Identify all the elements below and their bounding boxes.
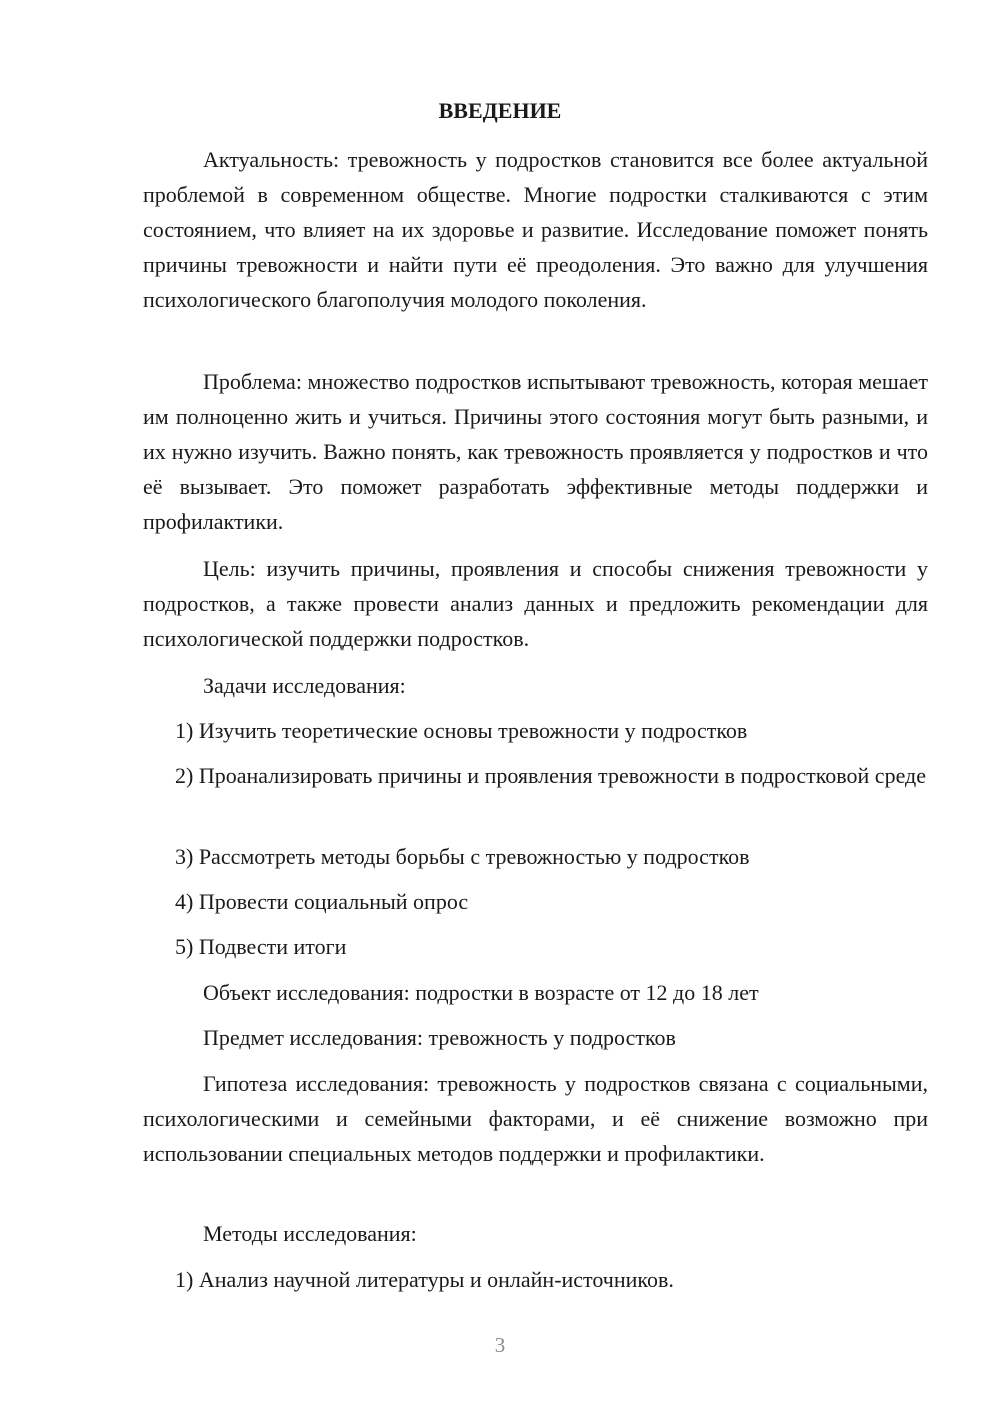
- problem-paragraph: Проблема: множество подростков испытывают тревожность, которая мешает им полноценно жить и учиться. Причины этого состояния могут быть разными, и их нужно изучить. Важно понять, как тревожность проявляется у подростков и что её вызывает. Это поможет разработать эффективные методы поддержки и профилактики.: [143, 369, 928, 534]
- research-subject: Предмет исследования: тревожность у подростков: [203, 1025, 676, 1050]
- page-number: 3: [494, 1333, 506, 1357]
- task-item-1: 1) Изучить теоретические основы тревожности у подростков: [175, 718, 748, 743]
- task-item-2: 2) Проанализировать причины и проявления тревожности в подростковой среде: [175, 763, 926, 788]
- task-item-3: 3) Рассмотреть методы борьбы с тревожностью у подростков: [175, 844, 750, 869]
- method-item-1: 1) Анализ научной литературы и онлайн-источников.: [175, 1267, 674, 1292]
- task-item-4: 4) Провести социальный опрос: [175, 889, 469, 914]
- tasks-title: Задачи исследования:: [203, 673, 406, 698]
- relevance-paragraph: Актуальность: тревожность у подростков становится все более актуальной проблемой в современном обществе. Многие подростки сталкиваются с этим состоянием, что влияет на их здоровье и развитие. Исследование поможет понять причины тревожности и найти пути её преодоления. Это важно для улучшения психологического благополучия молодого поколения.: [143, 147, 928, 312]
- page-heading: ВВЕДЕНИЕ: [438, 98, 562, 123]
- task-item-5: 5) Подвести итоги: [175, 934, 347, 959]
- research-object: Объект исследования: подростки в возрасте от 12 до 18 лет: [203, 980, 759, 1005]
- goal-paragraph: Цель: изучить причины, проявления и способы снижения тревожности у подростков, а также провести анализ данных и предложить рекомендации для психологической поддержки подростков.: [143, 556, 928, 651]
- hypothesis-paragraph: Гипотеза исследования: тревожность у подростков связана с социальными, психологическими и семейными факторами, и её снижение возможно при использовании специальных методов поддержки и профилактики.: [143, 1071, 928, 1166]
- methods-title: Методы исследования:: [203, 1221, 417, 1246]
